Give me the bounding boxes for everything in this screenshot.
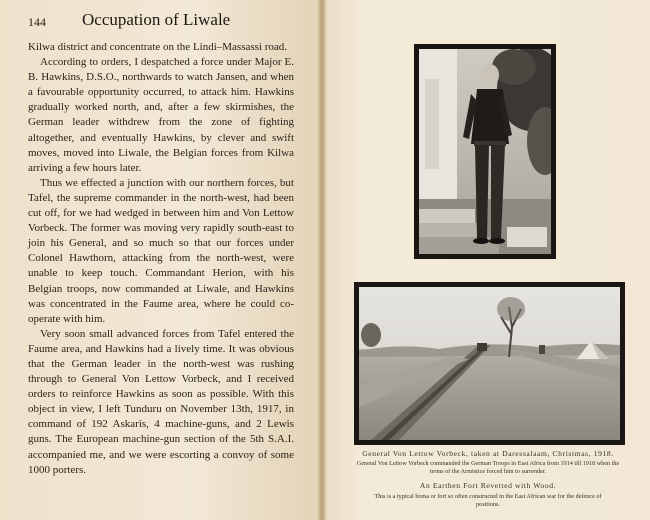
portrait-illustration <box>419 49 551 254</box>
portrait-photo <box>414 44 556 259</box>
photo-caption-title: General Von Lettow Vorbeck, taken at Daressalaam, Christmas, 1918. <box>362 449 614 458</box>
fort-photo <box>354 282 625 445</box>
fort-illustration <box>359 287 620 440</box>
paragraph: Thus we effected a junction with our northern forces, but Tafel, the supreme commander in the north-west, had been cut off, for we had wedged in between him and Von Lettow Vorbeck. The former was moving very rapidly south-east to join his General, and so much so that our forces under Colonel Hawthorn, attacking from the north-west, were unable to keep touch. Commandant Herion, with his Belgian troops, now commanded at Liwale, and Hawkins was concentrated in the Faume area, where he could co-operate with him. <box>28 176 294 325</box>
body-text <box>28 40 294 478</box>
portrait-photo-image <box>419 49 551 254</box>
paragraph: According to orders, I despatched a force under Major E. B. Hawkins, D.S.O., northwards to watch Jansen, and when a favourable opportunity occurred, to attack him. Hawkins gradually worked north, and, after a few skirmishes, the German leader withdrew from the zone of fighting altogether, and eventually Hawkins, by clever and swift moves, moved into Liwale, the Belgian forces from Kilwa arriving a few hours later. <box>28 56 294 174</box>
photo-caption-body: General Von Lettow Vorbeck commanded the German Troops in East Africa from 1914 till 1918 when the terms of the Armistice forced him to surrender. <box>356 460 620 475</box>
paragraph: Kilwa district and concentrate on the Lindi–Massassi road. <box>28 41 288 53</box>
running-head: Occupation of Liwale <box>82 10 231 29</box>
paragraph: Very soon small advanced forces from Tafel entered the Faume area, and Hawkins had a lively time. It was obvious that the German leader in the north-west was rushing through to General Von Lettow Vorbeck, and I received orders to reinforce Hawkins as soon as possible. With this object in view, I left Tunduru on November 13th, 1917, in command of 192 Askaris, 4 machine-guns, and 2 Lewis guns. The European machine-gun section of the 5th S.A.I. accompanied me, and we were escorting a convoy of some 1000 porters. <box>28 327 294 476</box>
photo-caption-title: An Earthen Fort Revetted with Wood. <box>419 481 557 490</box>
page-number: 144 <box>28 15 46 29</box>
page-header <box>28 10 298 34</box>
book-gutter <box>318 0 326 520</box>
fort-photo-image <box>359 287 620 440</box>
photo-caption-body: This is a typical boma or fort so often constructed in the East African war for the defence of positions. <box>374 493 602 508</box>
left-page <box>0 0 322 520</box>
